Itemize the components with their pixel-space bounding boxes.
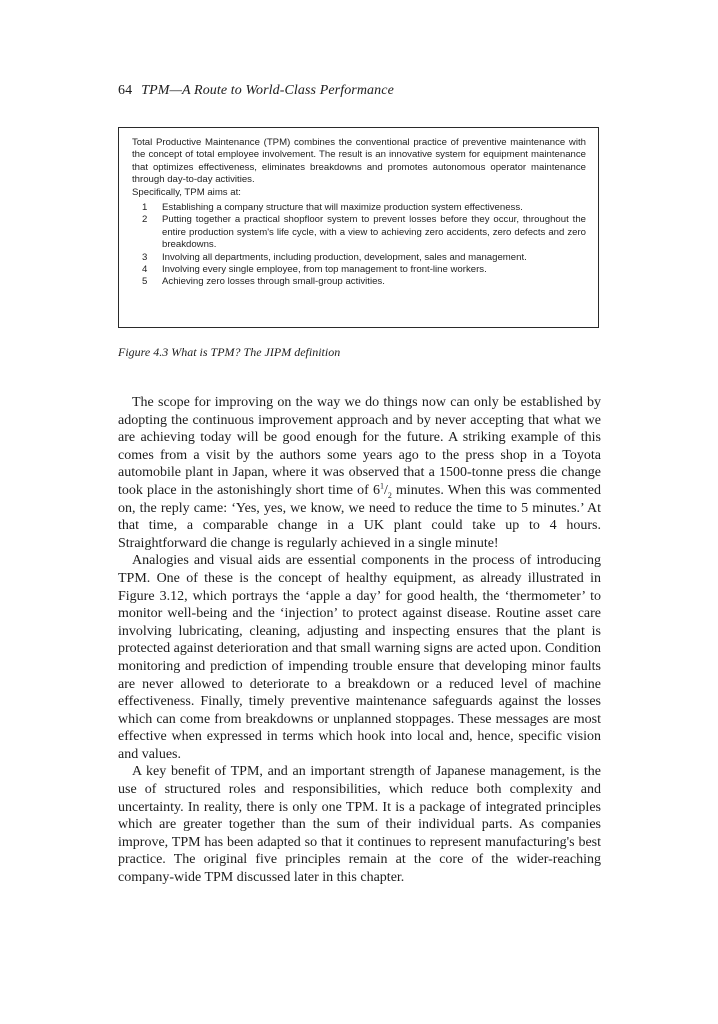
body-paragraph-2: Analogies and visual aids are essential components in the process of introducing TPM. One of these is the concept of healthy equipment, as already illustrated in Figure 3.12, which portrays the ‘apple a day’ for good health, the ‘thermometer’ to monitor well-being and the ‘injection’ to protect against disease. Routine asset care involving lubricating, cleaning, adjusting and inspecting ensures that the plant is protected against deterioration and that small warning signs are acted upon. Condition monitoring and prediction of impending trouble ensure that developing minor faults are never allowed to deteriorate to a breakdown or a reduced level of machine effectiveness. Finally, timely preventive maintenance safeguards against the losses which can come from breakdowns or unplanned stoppages. These messages are most effective when expressed in terms which hook into local and, hence, specific vision and values. [118, 553, 601, 762]
fraction-numerator: 1 [379, 481, 384, 491]
aims-list-item [132, 202, 586, 214]
aims-list-item [132, 264, 586, 276]
body-text [118, 394, 601, 887]
figure-aims-heading: Specifically, TPM aims at: [132, 186, 241, 198]
aim-number: 1 [142, 202, 148, 214]
fraction-slash: / [383, 482, 388, 498]
body-paragraph-3: A key benefit of TPM, and an important strength of Japanese management, is the use of structured roles and responsibilities, which reduce both complexity and uncertainty. In reality, there is only one TPM. It is a package of integrated principles which are greater together than the sum of their individual parts. As companies improve, TPM has been adapted so that it continues to represent manufacturing's best practice. The original five principles remain at the core of the wider-reaching company-wide TPM discussed later in this chapter. [118, 764, 601, 886]
aims-list-item [132, 276, 586, 288]
figure-intro-text: Total Productive Maintenance (TPM) combines the conventional practice of preventive maintenance with the concept of total employee involvement. The result is an innovative system for equipment maintenance that optimizes effectiveness, eliminates breakdowns and promotes autonomous operator maintenance through day-to-day activities. [132, 137, 586, 186]
aims-list [132, 202, 586, 289]
aim-number: 3 [142, 251, 148, 263]
aim-number: 5 [142, 276, 148, 288]
aim-number: 2 [142, 214, 148, 226]
aims-list-item [132, 214, 586, 251]
paragraph-1-text-start: The scope for improving on the way we do things now can only be established by adopting the continuous improvement approach and by never accepting that what we are achieving today will be good enough for the future. A striking example of this comes from a visit by the authors some years ago to the press shop in a Toyota automobile plant in Japan, where it was observed that a 1500-tonne press die change took place in the astonishingly short time of 6 [118, 395, 601, 498]
fraction-denominator: 2 [387, 490, 392, 500]
aim-text: Involving every single employee, from top management to front-line workers. [162, 264, 487, 276]
aim-number: 4 [142, 264, 148, 276]
paragraph-1-text-end: minutes. When this was commented on, the reply came: ‘Yes, yes, we know, we need to reduce the time to 5 minutes.’ At that time, a comparable change in a UK plant could take up to 4 hours. Straightforward die change is regularly achieved in a single minute! [118, 482, 601, 551]
aim-text: Establishing a company structure that will maximize production system effectiveness. [162, 202, 523, 214]
book-title: TPM—A Route to World-Class Performance [141, 83, 394, 98]
running-head [118, 83, 394, 99]
page-number: 64 [118, 83, 133, 98]
aim-text: Achieving zero losses through small-group activities. [162, 276, 385, 288]
aim-text: Putting together a practical shopfloor system to prevent losses before they occur, throughout the entire production system's life cycle, with a view to achieving zero accidents, zero defects and zero breakdowns. [162, 214, 586, 251]
body-paragraph-1 [118, 394, 601, 552]
aim-text: Involving all departments, including production, development, sales and management. [162, 251, 527, 263]
figure-caption: Figure 4.3 What is TPM? The JIPM definition [118, 345, 341, 359]
figure-box [118, 127, 599, 328]
aims-list-item [132, 252, 586, 264]
